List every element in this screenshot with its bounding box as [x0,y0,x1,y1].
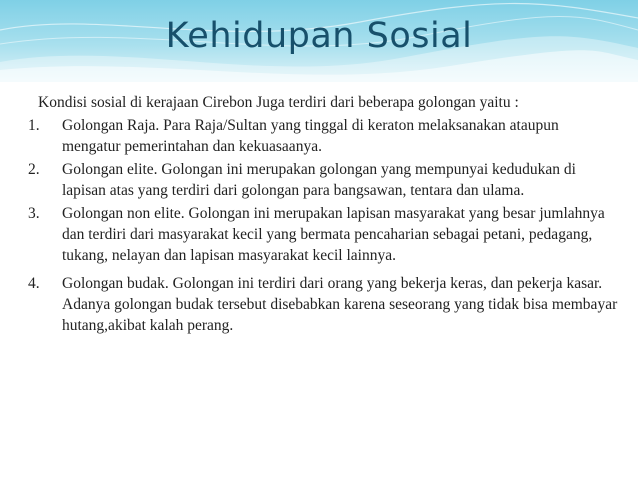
intro-text: Kondisi sosial di kerajaan Cirebon Juga terdiri dari beberapa golongan yaitu : [38,94,519,111]
list-text: Golongan non elite. Golongan ini merupakan lapisan masyarakat yang besar jumlahnya dan terdiri dari masyarakat kecil yang bermata pencaharian sebagai petani, pedagang, tukang, nelayan dan lapisan masyarakat kecil lainnya. [62,205,605,264]
list-number: 4. [28,275,40,292]
list-text: Golongan elite. Golongan ini merupakan golongan yang mempunyai kedudukan di lapisan atas yang terdiri dari golongan para bangsawan, tentara dan ulama. [62,161,576,199]
list-item [28,203,618,266]
list-number: 2. [28,161,40,178]
list-item [28,115,618,157]
list-number: 3. [28,205,40,222]
header-banner [0,0,638,82]
list-text: Golongan Raja. Para Raja/Sultan yang tinggal di keraton melaksanakan ataupun mengatur pemerintahan dan kekuasaanya. [62,117,559,155]
list-text: Golongan budak. Golongan ini terdiri dari orang yang bekerja keras, dan pekerja kasar. Adanya golongan budak tersebut disebabkan karena seseorang yang tidak bisa membayar hutang,akibat kalah perang. [62,275,618,334]
slide-content [28,92,618,338]
slide-title: Kehidupan Sosial [165,16,473,56]
list-item [28,273,618,336]
list-item [28,159,618,201]
list-number: 1. [28,117,40,134]
